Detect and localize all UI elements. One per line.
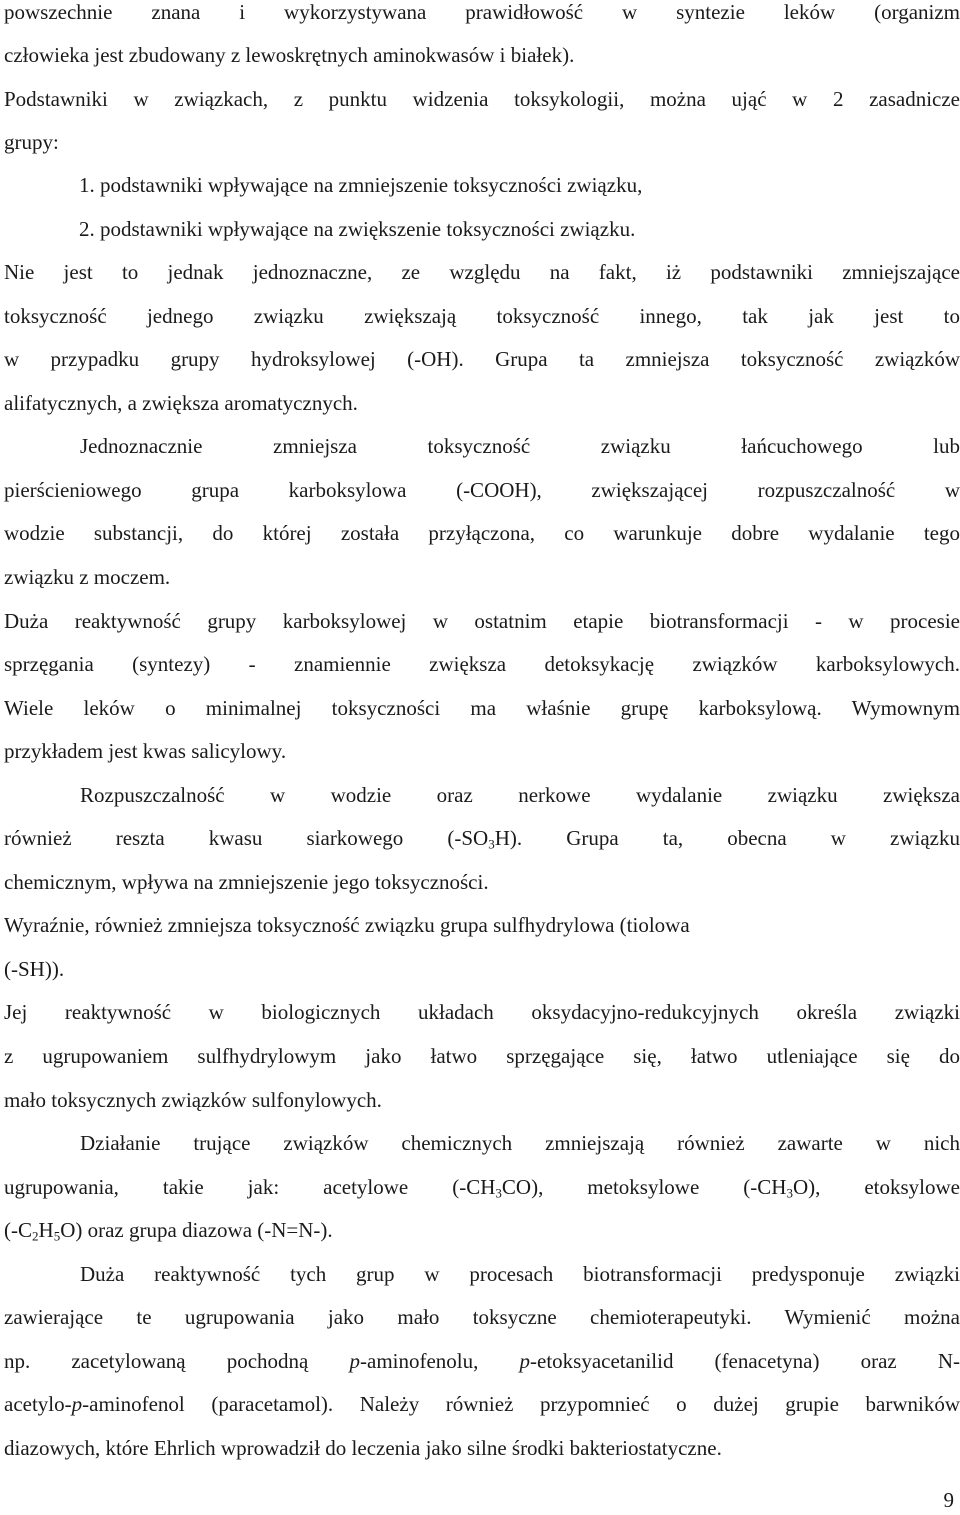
text-line: przykładem jest kwas salicylowy. <box>4 739 287 763</box>
text-line: Duża reaktywność grupy karboksylowej w ostatnim etapie biotransformacji - w procesie <box>4 609 960 633</box>
text-line: Jej reaktywność w biologicznych układach oksydacyjno-redukcyjnych określa związki <box>4 1000 960 1024</box>
text-line: Wyraźnie, również zmniejsza toksyczność związku grupa sulfhydrylowa (tiolowa <box>4 913 690 937</box>
text-line <box>4 1348 960 1374</box>
text-line: mało toksycznych związków sulfonylowych. <box>4 1088 382 1112</box>
text-line: zawierające te ugrupowania jako mało toksyczne chemioterapeutyki. Wymienić można <box>4 1305 960 1329</box>
text-line: Nie jest to jednak jednoznaczne, ze względu na fakt, iż podstawniki zmniejszające <box>4 260 960 284</box>
list-item: 1. podstawniki wpływające na zmniejszenie toksyczności związku, <box>79 173 643 197</box>
text-line: z ugrupowaniem sulfhydrylowym jako łatwo sprzęgające się, łatwo utleniające się do <box>4 1044 960 1068</box>
text-line <box>4 825 960 851</box>
text-line: wodzie substancji, do której została przyłączona, co warunkuje dobre wydalanie tego <box>4 521 960 545</box>
text-line <box>4 1174 960 1200</box>
text-segment: O) oraz grupa diazowa (-N=N-). <box>60 1218 333 1242</box>
text-segment: CO), metoksylowe (-CH <box>501 1175 787 1199</box>
text-line: pierścieniowego grupa karboksylowa (-COOH), zwiększającej rozpuszczalność w <box>4 478 960 502</box>
text-line: Podstawniki w związkach, z punktu widzenia toksykologii, można ująć w 2 zasadnicze <box>4 87 960 111</box>
text-line <box>4 1391 960 1417</box>
text-segment: H <box>38 1218 54 1242</box>
text-segment: ugrupowania, takie jak: acetylowe (-CH <box>4 1175 496 1199</box>
text-line: grupy: <box>4 130 59 154</box>
subscript: 5 <box>53 1228 61 1244</box>
text-line: Działanie trujące związków chemicznych zmniejszają również zawarte w nich <box>80 1131 960 1155</box>
italic-prefix: p <box>71 1392 83 1416</box>
text-line: Duża reaktywność tych grup w procesach biotransformacji predysponuje związki <box>80 1262 960 1286</box>
list-item: 2. podstawniki wpływające na zwiększenie toksyczności związku. <box>79 217 636 241</box>
subscript: 3 <box>495 1185 502 1201</box>
text-line: chemicznym, wpływa na zmniejszenie jego toksyczności. <box>4 870 489 894</box>
text-segment: -etoksyacetanilid (fenacetyna) oraz N- <box>530 1349 960 1373</box>
subscript: 3 <box>786 1185 793 1201</box>
text-segment: H). Grupa ta, obecna w związku <box>494 826 960 850</box>
text-line: toksyczność jednego związku zwiększają toksyczność innego, tak jak jest to <box>4 304 960 328</box>
text-line: powszechnie znana i wykorzystywana prawidłowość w syntezie leków (organizm <box>4 0 960 24</box>
text-segment: O), etoksylowe <box>792 1175 960 1199</box>
text-line: Jednoznacznie zmniejsza toksyczność związku łańcuchowego lub <box>80 434 960 458</box>
text-line: człowieka jest zbudowany z lewoskrętnych aminokwasów i białek). <box>4 43 575 67</box>
subscript: 2 <box>32 1228 39 1244</box>
italic-prefix: p <box>349 1349 360 1373</box>
text-line: w przypadku grupy hydroksylowej (-OH). Grupa ta zmniejsza toksyczność związków <box>4 347 960 371</box>
italic-prefix: p <box>519 1349 530 1373</box>
text-line: związku z moczem. <box>4 565 171 589</box>
text-line: Wiele leków o minimalnej toksyczności ma właśnie grupę karboksylową. Wymownym <box>4 696 960 720</box>
text-line <box>4 1217 960 1243</box>
subscript: 3 <box>488 836 495 852</box>
text-line: diazowych, które Ehrlich wprowadził do leczenia jako silne środki bakteriostatyczne. <box>4 1436 722 1460</box>
text-segment: również reszta kwasu siarkowego (-SO <box>4 826 489 850</box>
text-segment: -aminofenol (paracetamol). Należy również przypomnieć o dużej grupie barwników <box>82 1392 960 1416</box>
text-line: Rozpuszczalność w wodzie oraz nerkowe wydalanie związku zwiększa <box>80 783 960 807</box>
text-segment: acetylo- <box>4 1392 72 1416</box>
text-segment: (-C <box>4 1218 32 1242</box>
text-segment: np. zacetylowaną pochodną <box>4 1349 350 1373</box>
page-number: 9 <box>943 1488 954 1512</box>
text-segment: -aminofenolu, <box>360 1349 520 1373</box>
text-line: alifatycznych, a zwiększa aromatycznych. <box>4 391 358 415</box>
text-line: (-SH)). <box>4 957 65 981</box>
text-line: sprzęgania (syntezy) - znamiennie zwiększa detoksykację związków karboksylowych. <box>4 652 960 676</box>
